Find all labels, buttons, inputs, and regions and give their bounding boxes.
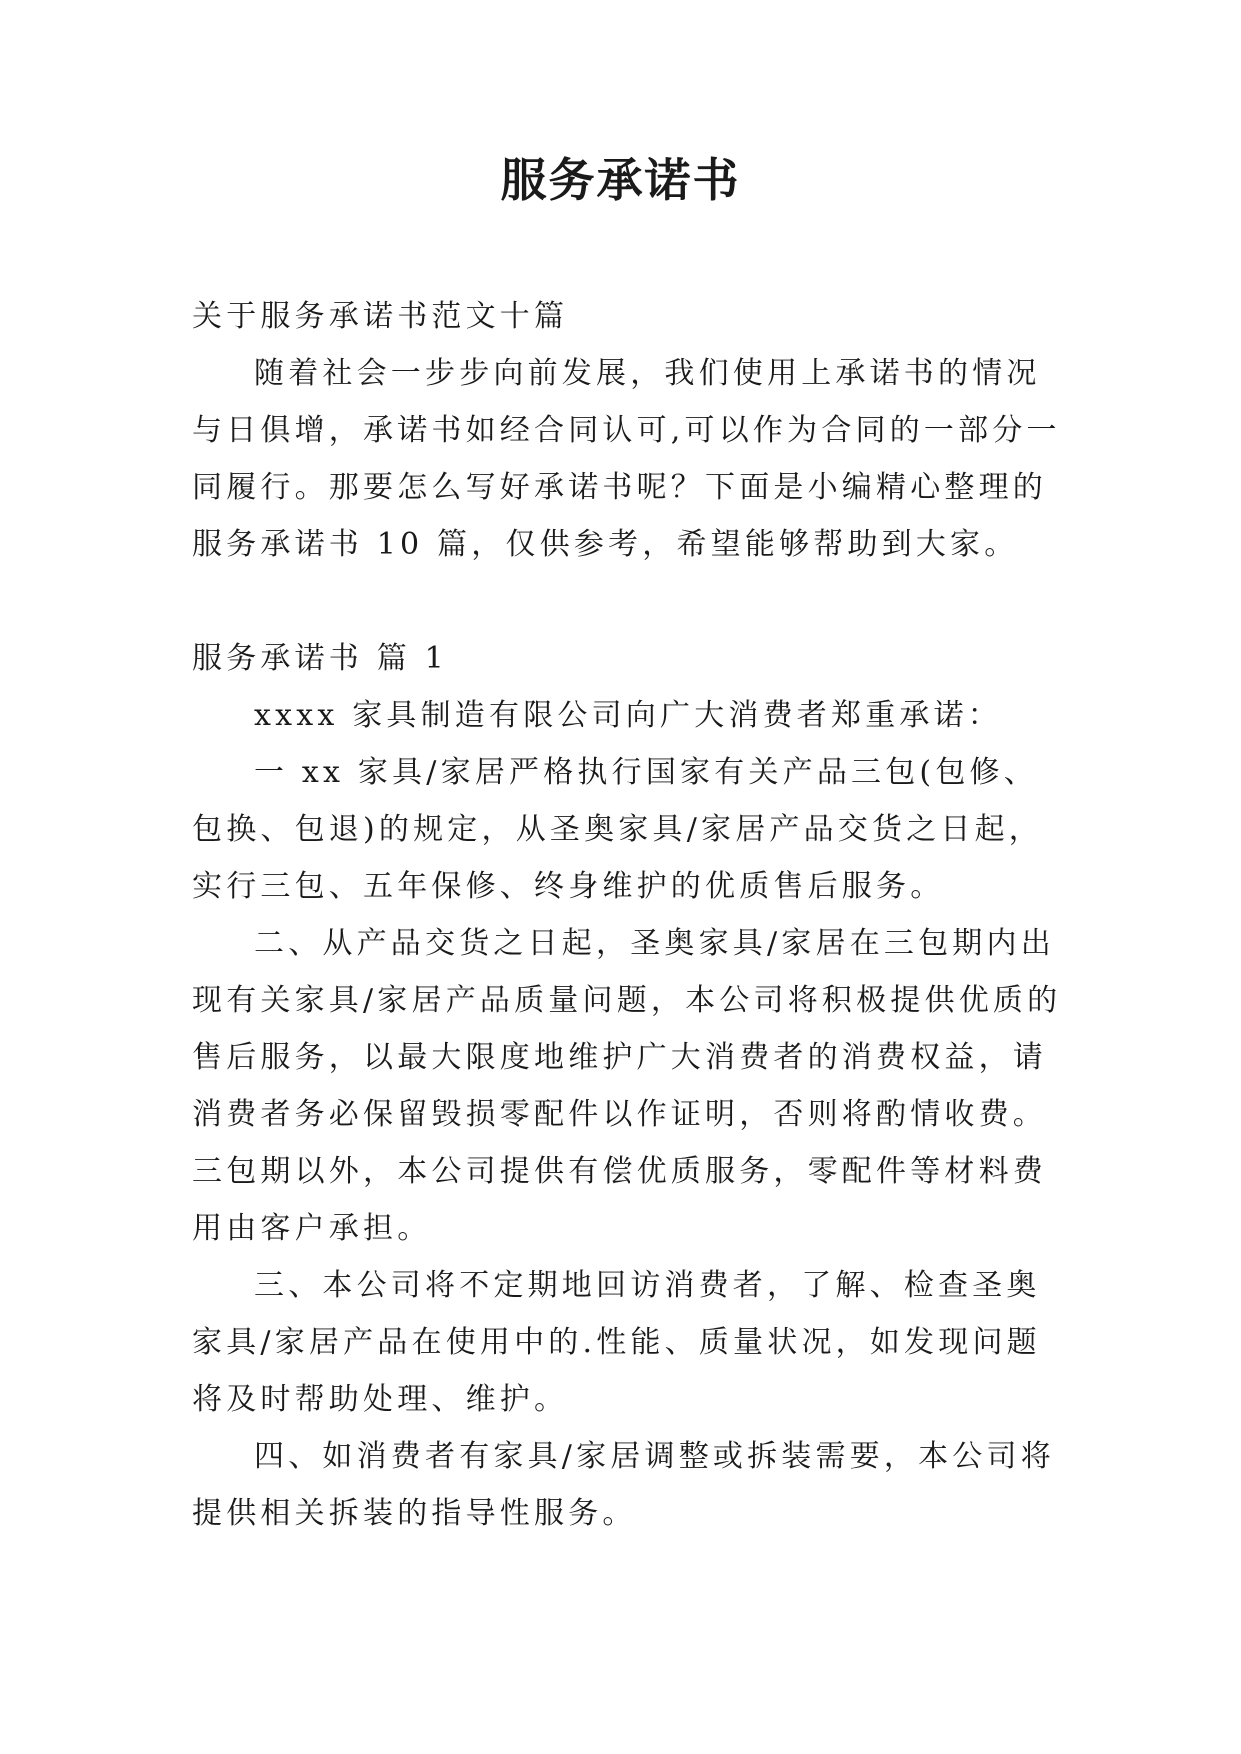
body-paragraph-3: 二、从产品交货之日起，圣奥家具/家居在三包期内出现有关家具/家居产品质量问题，本公司将积极提供优质的售后服务，以最大限度地维护广大消费者的消费权益，请消费者务必保留毁损零配件以作证明，否则将酌情收费。三包期以外，本公司提供有偿优质服务，零配件等材料费用由客户承担。 [192, 926, 1062, 1246]
document-body [192, 288, 1062, 1542]
body-paragraph-4: 三、本公司将不定期地回访消费者，了解、检查圣奥家具/家居产品在使用中的.性能、质量状况，如发现问题将及时帮助处理、维护。 [192, 1268, 1041, 1417]
body-paragraph-5: 四、如消费者有家具/家居调整或拆装需要，本公司将提供相关拆装的指导性服务。 [192, 1439, 1055, 1531]
intro-paragraph: 随着社会一步步向前发展，我们使用上承诺书的情况与日俱增，承诺书如经合同认可,可以作为合同的一部分一同履行。那要怎么写好承诺书呢？下面是小编精心整理的服务承诺书 10 篇，仅供参考，希望能够帮助到大家。 [192, 356, 1061, 562]
body-paragraph-1: xxxx 家具制造有限公司向广大消费者郑重承诺： [254, 698, 1003, 733]
section-heading: 服务承诺书 篇 1 [192, 641, 448, 676]
body-paragraph-2: 一 xx 家具/家居严格执行国家有关产品三包(包修、包换、包退)的规定，从圣奥家具/家居产品交货之日起，实行三包、五年保修、终身维护的优质售后服务。 [192, 755, 1044, 904]
document-subtitle: 关于服务承诺书范文十篇 [192, 299, 569, 334]
document-title: 服务承诺书 [500, 153, 741, 207]
